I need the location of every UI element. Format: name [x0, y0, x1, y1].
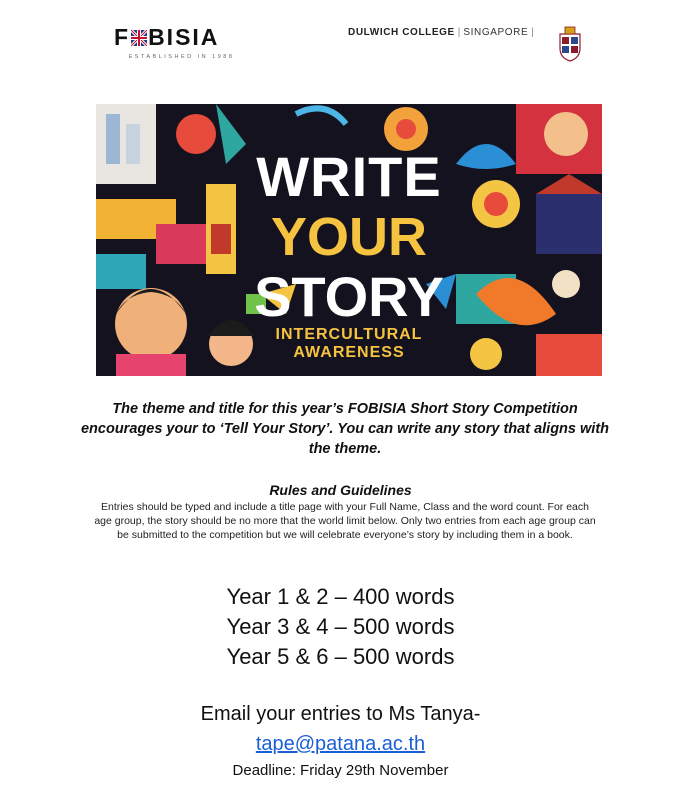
- school-location: SINGAPORE: [463, 27, 529, 38]
- divider: |: [457, 27, 461, 38]
- word-limit-year-5-6: Year 5 & 6 – 500 words: [226, 644, 455, 669]
- competition-intro: The theme and title for this year’s FOBISIA Short Story Competition encourages your to ‘Tell Your Story’. You can write any story that aligns with the theme.: [80, 401, 610, 457]
- school-name: DULWICH COLLEGE: [348, 27, 455, 38]
- banner-title-write: WRITE: [256, 145, 442, 208]
- banner-title-your: YOUR: [270, 207, 427, 267]
- fobisia-logo-wordmark: F BISIA: [114, 24, 220, 50]
- fobisia-logo: [114, 24, 254, 60]
- page-header: [0, 0, 681, 90]
- email-instruction: Email your entries to Ms Tanya-: [200, 703, 481, 725]
- rules-heading: Rules and Guidelines: [269, 482, 412, 498]
- banner-subtitle-line1: INTERCULTURAL: [275, 326, 423, 343]
- banner-title-story: STORY: [254, 265, 444, 328]
- fobisia-tagline: ESTABLISHED IN 1988: [128, 54, 235, 60]
- email-link[interactable]: tape@patana.ac.th: [255, 733, 426, 755]
- banner-subtitle-line2: AWARENESS: [293, 344, 405, 361]
- word-limit-year-1-2: Year 1 & 2 – 400 words: [226, 584, 455, 609]
- competition-banner-image: [96, 104, 602, 376]
- dulwich-college-logo: [348, 27, 537, 38]
- school-crest-icon: [556, 26, 584, 62]
- deadline: Deadline: Friday 29th November: [232, 762, 449, 779]
- divider: |: [531, 27, 534, 38]
- email-link-wrapper: [0, 733, 681, 756]
- banner-subtitle: [96, 326, 602, 362]
- word-limit-year-3-4: Year 3 & 4 – 500 words: [226, 614, 455, 639]
- rules-body: Entries should be typed and include a title page with your Full Name, Class and the word count. For each age group, the story should be no more that the world limit below. Only two entries from each age group can be submitted to the competition but we will celebrate everyone’s story by including them in a book.: [94, 501, 596, 541]
- word-limits-list: [0, 582, 681, 672]
- union-flag-icon: [131, 30, 147, 46]
